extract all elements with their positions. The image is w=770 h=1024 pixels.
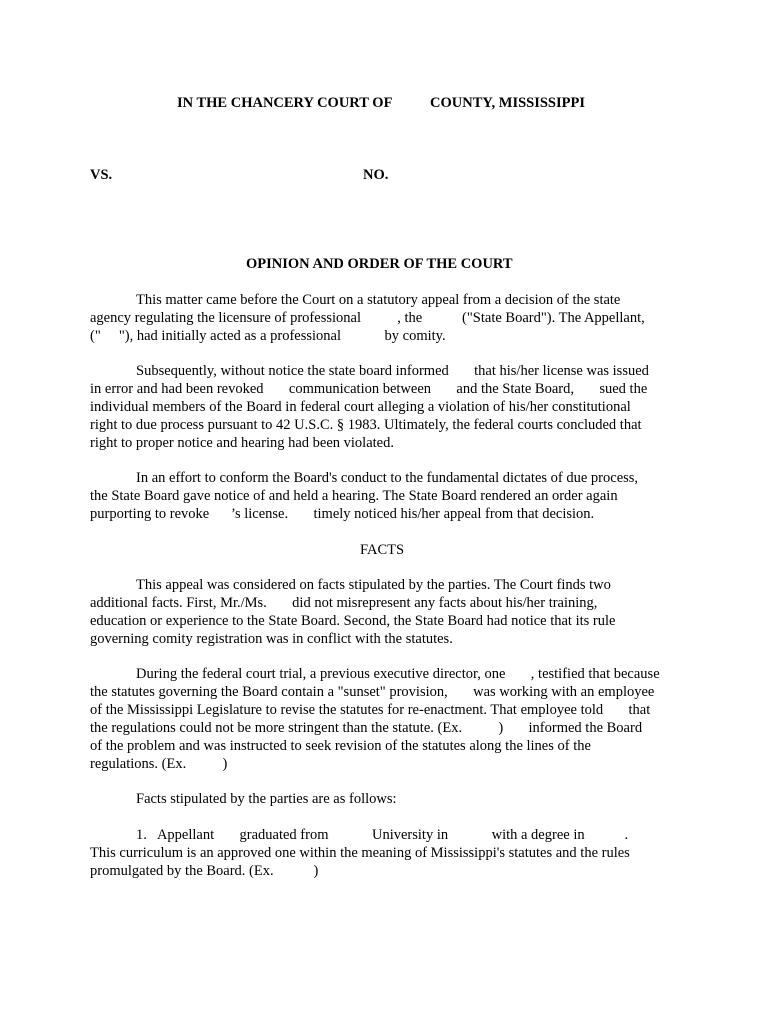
paragraph-line: Subsequently, without notice the state board informed that his/her license was issued xyxy=(136,363,649,379)
paragraph-line: individual members of the Board in federal court alleging a violation of his/her constitutional xyxy=(90,399,631,415)
paragraph-line: education or experience to the State Board. Second, the State Board had notice that its rule xyxy=(90,613,616,629)
facts-heading: FACTS xyxy=(360,542,405,558)
paragraph-line: additional facts. First, Mr./Ms. did not misrepresent any facts about his/her training, xyxy=(90,595,598,611)
paragraph-line: the statutes governing the Board contain a "sunset" provision, was working with an employee xyxy=(90,684,655,700)
paragraph-line: governing comity registration was in conflict with the statutes. xyxy=(90,631,453,647)
case-number-label: NO. xyxy=(363,167,389,183)
paragraph-line: the State Board gave notice of and held a hearing. The State Board rendered an order again xyxy=(90,488,618,504)
intro-line: (" "), had initially acted as a professional by comity. xyxy=(90,328,446,344)
paragraph-line: the regulations could not be more stringent than the statute. (Ex. ) informed the Board xyxy=(90,720,643,736)
paragraph-line: of the problem and was instructed to seek revision of the statutes along the lines of the xyxy=(90,738,591,754)
document-title: OPINION AND ORDER OF THE COURT xyxy=(246,256,513,272)
numbered-fact-line: promulgated by the Board. (Ex. ) xyxy=(90,863,319,879)
intro-line: agency regulating the licensure of professional , the ("State Board"). The Appellant, xyxy=(90,310,645,326)
paragraph-line: In an effort to conform the Board's conduct to the fundamental dictates of due process, xyxy=(136,470,639,486)
paragraph-line: This appeal was considered on facts stipulated by the parties. The Court finds two xyxy=(136,577,611,593)
versus-label: VS. xyxy=(90,167,113,183)
paragraph-line: regulations. (Ex. ) xyxy=(90,756,228,772)
numbered-fact-line: 1. Appellant graduated from University in with a degree in . xyxy=(136,827,629,843)
numbered-fact-line: This curriculum is an approved one within the meaning of Mississippi's statutes and the rules xyxy=(90,845,630,861)
paragraph-line: purporting to revoke ’s license. timely noticed his/her appeal from that decision. xyxy=(90,506,595,522)
intro-line: This matter came before the Court on a statutory appeal from a decision of the state xyxy=(136,292,621,308)
paragraph-line: of the Mississippi Legislature to revise the statutes for re-enactment. That employee told that xyxy=(90,702,651,718)
paragraph-line: right to proper notice and hearing had been violated. xyxy=(90,435,394,451)
paragraph-line: Facts stipulated by the parties are as follows: xyxy=(136,791,397,807)
paragraph-line: right to due process pursuant to 42 U.S.C. § 1983. Ultimately, the federal courts concluded that xyxy=(90,417,642,433)
court-caption-right: COUNTY, MISSISSIPPI xyxy=(430,95,585,111)
court-caption-left: IN THE CHANCERY COURT OF xyxy=(177,95,393,111)
paragraph-line: During the federal court trial, a previous executive director, one , testified that because xyxy=(136,666,660,682)
paragraph-line: in error and had been revoked communication between and the State Board, sued the xyxy=(90,381,648,397)
